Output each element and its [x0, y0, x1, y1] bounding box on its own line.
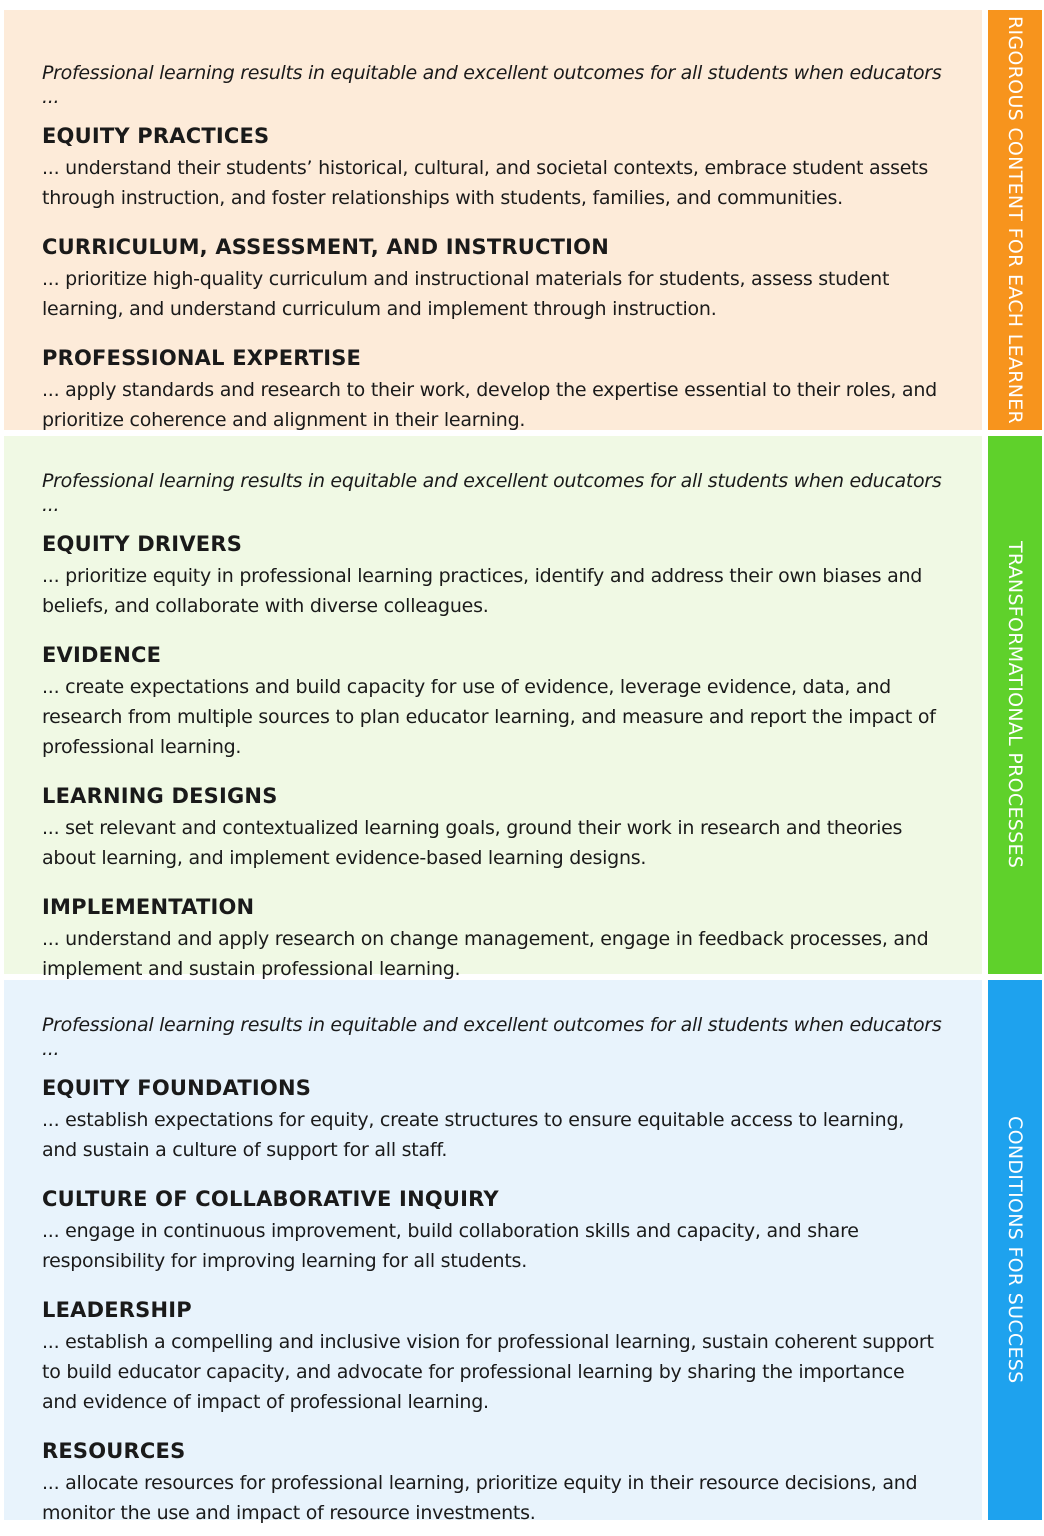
standard-description: ... understand and apply research on change management, engage in feedback processes, and implement and sustain professional learning.	[42, 928, 929, 980]
standard-curriculum-assessment-instruction	[42, 234, 942, 324]
standard-description: ... establish expectations for equity, create structures to ensure equitable access to learning, and sustain a culture of support for all staff.	[42, 1109, 905, 1161]
standard-title: EQUITY FOUNDATIONS	[42, 1076, 312, 1100]
standard-title: EQUITY DRIVERS	[42, 532, 243, 556]
standard-description: ... apply standards and research to their work, develop the expertise essential to their roles, and prioritize coherence and alignment in their learning.	[42, 379, 937, 431]
tab-label: CONDITIONS FOR SUCCESS	[1004, 1116, 1026, 1384]
tab-transformational-processes	[988, 436, 1042, 974]
standard-description: ... allocate resources for professional learning, prioritize equity in their resource decisions, and monitor the use and impact of resource investments.	[42, 1472, 918, 1524]
standard-resources	[42, 1438, 942, 1528]
section-intro: Professional learning results in equitable and excellent outcomes for all students when educators ...	[42, 1014, 942, 1060]
standard-equity-practices	[42, 123, 942, 213]
section-conditions-for-success	[4, 980, 982, 1524]
standard-learning-designs	[42, 783, 942, 873]
standard-equity-foundations	[42, 1075, 942, 1165]
standard-implementation	[42, 894, 942, 984]
standard-title: PROFESSIONAL EXPERTISE	[42, 346, 362, 370]
standard-evidence	[42, 642, 942, 762]
section-intro: Professional learning results in equitable and excellent outcomes for all students when educators ...	[42, 62, 942, 108]
standard-description: ... understand their students’ historical, cultural, and societal contexts, embrace student assets through instruction, and foster relationships with students, families, and communities.	[42, 157, 929, 209]
section-transformational-processes	[4, 436, 982, 980]
standard-description: ... create expectations and build capacity for use of evidence, leverage evidence, data, and research from multiple sources to plan educator learning, and measure and report the impact of professional learning.	[42, 676, 936, 758]
standard-title: LEARNING DESIGNS	[42, 784, 278, 808]
standard-leadership	[42, 1297, 942, 1417]
standard-title: CULTURE OF COLLABORATIVE INQUIRY	[42, 1187, 499, 1211]
standard-description: ... prioritize high-quality curriculum and instructional materials for students, assess student learning, and understand curriculum and implement through instruction.	[42, 268, 890, 320]
standard-title: LEADERSHIP	[42, 1298, 192, 1322]
standard-professional-expertise	[42, 345, 942, 435]
standard-equity-drivers	[42, 531, 942, 621]
standard-description: ... establish a compelling and inclusive vision for professional learning, sustain coherent support to build educator capacity, and advocate for professional learning by sharing the importance and evidence of impact of professional learning.	[42, 1331, 934, 1413]
section-rigorous-content	[4, 10, 982, 430]
tab-label: TRANSFORMATIONAL PROCESSES	[1004, 541, 1026, 869]
standard-culture-of-collaborative-inquiry	[42, 1186, 942, 1276]
standard-description: ... set relevant and contextualized learning goals, ground their work in research and theories about learning, and implement evidence-based learning designs.	[42, 817, 903, 869]
standard-title: IMPLEMENTATION	[42, 895, 255, 919]
tab-rigorous-content	[988, 10, 1042, 430]
section-intro: Professional learning results in equitable and excellent outcomes for all students when educators ...	[42, 470, 942, 516]
standard-description: ... engage in continuous improvement, build collaboration skills and capacity, and share responsibility for improving learning for all students.	[42, 1220, 859, 1272]
standard-title: EQUITY PRACTICES	[42, 124, 270, 148]
standard-title: RESOURCES	[42, 1439, 186, 1463]
tab-conditions-for-success	[988, 980, 1042, 1520]
tab-label: RIGOROUS CONTENT FOR EACH LEARNER	[1004, 15, 1026, 425]
standard-description: ... prioritize equity in professional learning practices, identify and address their own biases and beliefs, and collaborate with diverse colleagues.	[42, 565, 923, 617]
standard-title: EVIDENCE	[42, 643, 162, 667]
standard-title: CURRICULUM, ASSESSMENT, AND INSTRUCTION	[42, 235, 610, 259]
